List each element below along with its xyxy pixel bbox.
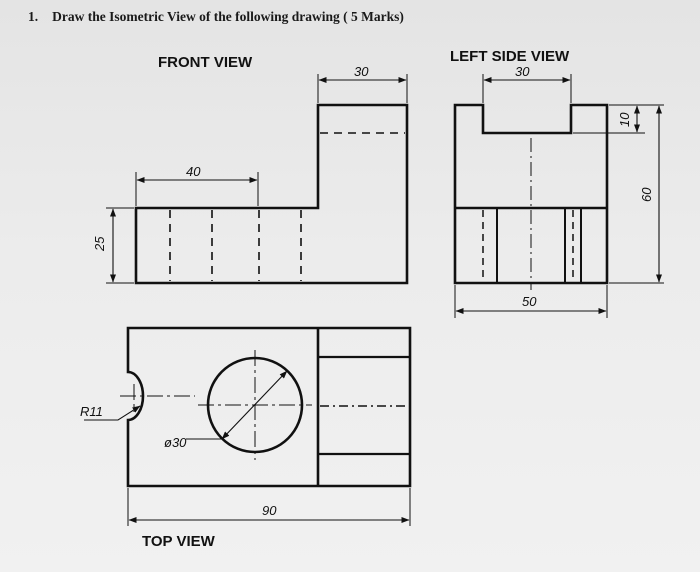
question-number: 1.	[28, 9, 39, 24]
top-view-title: TOP VIEW	[142, 533, 215, 550]
dim-side-30: 30	[515, 64, 530, 79]
dim-side-50: 50	[522, 294, 537, 309]
side-vertical-edges	[497, 208, 581, 283]
front-view-title: FRONT VIEW	[158, 54, 253, 71]
dim-front-25: 25	[92, 236, 107, 251]
top-view	[84, 328, 410, 526]
dim-side-10: 10	[617, 112, 632, 127]
dim-front-40: 40	[186, 164, 201, 179]
side-extension-lines	[455, 74, 664, 318]
question-text: Draw the Isometric View of the following drawing ( 5 Marks)	[52, 9, 404, 24]
dim-hole-label: ø30	[164, 435, 187, 450]
dim-top-90: 90	[262, 503, 277, 518]
top-view-outline	[128, 328, 410, 486]
front-view-outline	[136, 105, 407, 283]
dim-side-60: 60	[639, 187, 654, 202]
dim-radius-label: R11	[80, 404, 103, 419]
left-side-view-title: LEFT SIDE VIEW	[450, 48, 570, 65]
dim-front-30: 30	[354, 64, 369, 79]
front-view	[106, 74, 407, 283]
left-side-view	[455, 74, 664, 318]
